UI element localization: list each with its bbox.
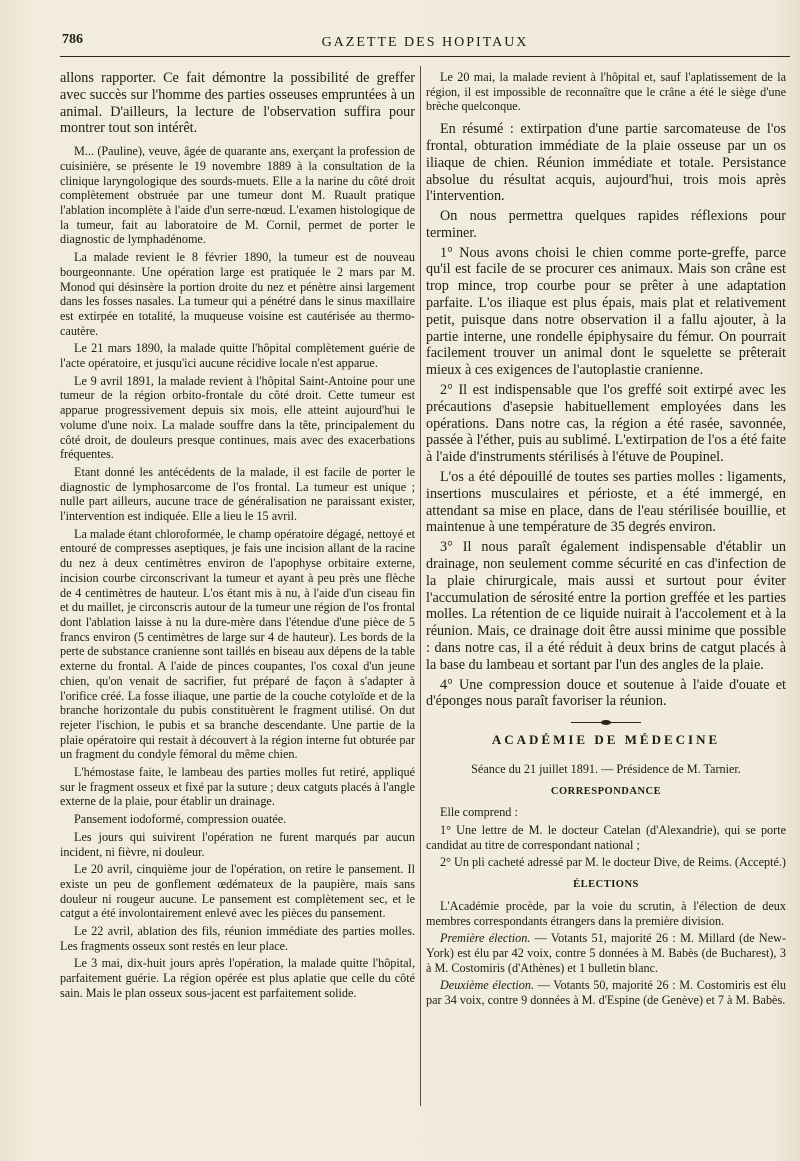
page-header bbox=[60, 30, 790, 57]
observation-paragraph: Les jours qui suivirent l'opération ne furent marqués par aucun incident, ni fièvre, ni douleur. bbox=[60, 829, 415, 859]
observation-paragraph: Etant donné les antécédents de la malade, il est facile de porter le diagnostic de lymphosarcome de l'os frontal. La tumeur est unique ; nulle part ailleurs, aucune trace de généralisation ne paraissant exister, l'intervention est indiquée. Elle a lieu le 15 avril. bbox=[60, 464, 415, 524]
observation-paragraph: L'hémostase faite, le lambeau des parties molles fut retiré, appliqué sur le fragment osseux et fixé par la suture ; deux catguts placés à l'angle externe de la plaie, pour établir un drainage. bbox=[60, 765, 415, 809]
observation-paragraph: M... (Pauline), veuve, âgée de quarante ans, exerçant la profession de cuisinière, se présente le 19 novembre 1889 à la consultation de la clinique laryngologique des sourds-muets. Elle a la narine du côté droit complètement obstruée par une tumeur dont M. Ruault pratique l'ablation incomplète à l'aide d'un serre-nœud. L'examen histologique de la tumeur, fait au laboratoire de M. Cornil, permet de porter le diagnostic de lymphadénome. bbox=[60, 144, 415, 247]
lead-paragraph: allons rapporter. Ce fait démontre la possibilité de greffer avec succès sur l'homme des parties osseuses empruntées à un animal. D'ailleurs, la lecture de l'observation suffira pour montrer tout son intérêt. bbox=[60, 70, 415, 137]
observation-paragraph: Le 22 avril, ablation des fils, réunion immédiate des parties molles. Les fragments osseux sont restés en leur place. bbox=[60, 924, 415, 953]
election-text: — Votants 50, majorité 26 : M. Costomiris est élu par 34 voix, contre 9 données à M. d'Espine (de Genève) et 7 à M. Babès. bbox=[426, 978, 786, 1008]
election-text: — Votants 51, majorité 26 : M. Millard (de New-York) est élu par 42 voix, contre 5 données à M. Babès (de Bucharest), 3 à M. Costomiris (d'Athènes) et 1 bulletin blanc. bbox=[426, 931, 786, 975]
academy-section-title: ACADÉMIE DE MÉDECINE bbox=[491, 732, 721, 748]
page-number: 786 bbox=[62, 32, 83, 47]
observation-paragraph: La malade étant chloroformée, le champ opératoire dégagé, nettoyé et entouré de compresses aseptiques, je fais une incision allant de la racine du nez à deux centimètres environ de l'apophyse orbitaire externe, incision courbe circonscrivant la tumeur et ayant à peu près une flèche de 4 centimètres de hauteur. L'os étant mis à nu, à l'aide d'un ciseau fin et du maillet, je circonscris autour de la tumeur une région de l'os frontal dont l'ablation laisse à nu la dure-mère dans l'étendue d'une pièce de 5 francs environ (5 centimètres de large sur 4 de hauteur). Les bords de la perte de substance cranienne sont taillés en biseau aux dépens de la table externe du frontal. A l'aide de pinces coupantes, l'os coxal d'un jeune chien, qu'on venait de sacrifier, fut préparé de façon à s'adapter à l'orifice créé. La fosse iliaque, une partie de la couche cotyloïde et de la branche horizontale du pubis constituèrent le fragment utilisé. On dut rejeter l'ischion, le pubis et sa branche descendante. Une partie de la plaie opératoire qui restait à découvert à la région interne fut obturée par un fragment du condyle fémoral du même chien. bbox=[60, 526, 415, 762]
elections-title: ÉLECTIONS bbox=[573, 879, 639, 891]
election-result bbox=[426, 978, 786, 1007]
summary-paragraph: 4° Une compression douce et soutenue à l'aide d'ouate et d'éponges nous paraît favoriser la réunion. bbox=[426, 676, 786, 710]
summary-paragraph: 2° Il est indispensable que l'os greffé soit extirpé avec les précautions d'asepsie habituellement employées dans les opérations. Dans notre cas, la région a été rasée, savonnée, passée à l'éther, puis au sublimé. L'extirpation de l'os a été faite à l'aide d'instruments stérilisés à l'étuve de Poupinel. bbox=[426, 382, 786, 466]
election-label: Deuxième élection. bbox=[440, 978, 534, 993]
summary-paragraph: 3° Il nous paraît également indispensable d'établir un drainage, non seulement comme sécurité en cas d'infection de la plaie chirurgicale, mais aussi et surtout pour éviter l'accumulation de sérosité entre la portion greffée et les parties molles. La rétention de ce liquide nuirait à l'accolement et à la réunion. Mais, ce drainage doit être aussi minime que possible : dans notre cas, il a été réduit à deux brins de catgut placés à la base du lambeau et sortant par l'un des angles de la plaie. bbox=[426, 539, 786, 673]
correspondance-title: CORRESPONDANCE bbox=[550, 785, 662, 797]
observation-paragraph: Pansement iodoformé, compression ouatée. bbox=[74, 812, 287, 827]
right-column bbox=[426, 70, 786, 1011]
journal-title: GAZETTE DES HOPITAUX bbox=[321, 35, 529, 50]
correspondance-intro: Elle comprend : bbox=[440, 805, 518, 820]
session-line: Séance du 21 juillet 1891. — Présidence de M. Tarnier. bbox=[471, 761, 741, 776]
summary-paragraph: L'os a été dépouillé de toutes ses parties molles : ligaments, insertions musculaires et périoste, et a été immergé, en attendant sa mise en place, dans de l'eau stérilisée bouillie, et maintenue à une température de 35 degrés environ. bbox=[426, 469, 786, 536]
column-divider bbox=[420, 66, 421, 1106]
observation-paragraph: Le 3 mai, dix-huit jours après l'opération, la malade quitte l'hôpital, parfaitement guérie. La région opérée est plus aplatie que celle du côté sain. Mais le plan osseux sous-jacent est parfaitement solide. bbox=[60, 956, 415, 1000]
observation-paragraph: Le 20 avril, cinquième jour de l'opération, on retire le pansement. Il existe un peu de gonflement œdémateux de la paupière, mais sans douleur ni rougeur aucune. Le pansement est complètement sec, et le catgut a été involontairement enlevé avec les pièces du pansement. bbox=[60, 862, 415, 921]
summary-paragraph: On nous permettra quelques rapides réflexions pour terminer. bbox=[426, 208, 786, 241]
correspondance-item: 2° Un pli cacheté adressé par M. le docteur Dive, de Reims. (Accepté.) bbox=[440, 855, 786, 870]
observation-paragraph: Le 9 avril 1891, la malade revient à l'hôpital Saint-Antoine pour une tumeur de la région orbito-frontale du côté droit. Cette tumeur est apparue progressivement depuis six mois, elle atteint aujourd'hui le volume d'une noix. La malade souffre dans la tête, principalement du côté droit, de douleurs presque continues, mais avec des exacerbations fréquentes. bbox=[60, 373, 415, 462]
follow-up-paragraph: Le 20 mai, la malade revient à l'hôpital et, sauf l'aplatissement de la région, il est impossible de reconnaître que le crâne a été le siège d'une brèche quelconque. bbox=[426, 70, 786, 114]
summary-paragraph: 1° Nous avons choisi le chien comme porte-greffe, parce qu'il est facile de se procurer ces animaux. Mais son crâne est trop mince, trop courbe pour se prêter à une adaptation parfaite. L'os iliaque est plus épais, mais plat et relativement petit, puisque dans notre observation il a fallu ajouter, à la partie interne, une rondelle épiphysaire du fémur. On pourrait facilement trouver un animal dont le squelette se prêterait mieux à ces exigences de l'autoplastie cranienne. bbox=[426, 244, 786, 379]
summary-paragraph: En résumé : extirpation d'une partie sarcomateuse de l'os frontal, obturation immédiate de la plaie osseuse par un os iliaque de chien. Réunion immédiate et totale. Persistance absolue du résultat acquis, aujourd'hui, trois mois après l'intervention. bbox=[426, 121, 786, 205]
left-column bbox=[60, 70, 415, 1004]
section-separator bbox=[571, 722, 641, 723]
election-result bbox=[426, 931, 786, 975]
observation-paragraph: La malade revient le 8 février 1890, la tumeur est de nouveau bourgeonnante. Une opération large est pratiquée le 2 mars par M. Monod qui désinsère la portion droite du nez et pénètre ainsi largement dans les fosses nasales. La tumeur qui a pénétré dans le sinus maxillaire est extirpée en totalité, la muqueuse voisine est cautérisée au thermo-cautère. bbox=[60, 250, 415, 338]
observation-paragraph: Le 21 mars 1890, la malade quitte l'hôpital complètement guérie de l'acte opératoire, et jusqu'ici aucune récidive locale n'est apparue. bbox=[60, 341, 415, 371]
correspondance-item: 1° Une lettre de M. le docteur Catelan (d'Alexandrie), qui se porte candidat au titre de correspondant national ; bbox=[426, 823, 786, 852]
election-label: Première élection. bbox=[440, 931, 531, 946]
elections-intro: L'Académie procède, par la voie du scrutin, à l'élection de deux membres correspondants étrangers dans la première division. bbox=[426, 898, 786, 928]
